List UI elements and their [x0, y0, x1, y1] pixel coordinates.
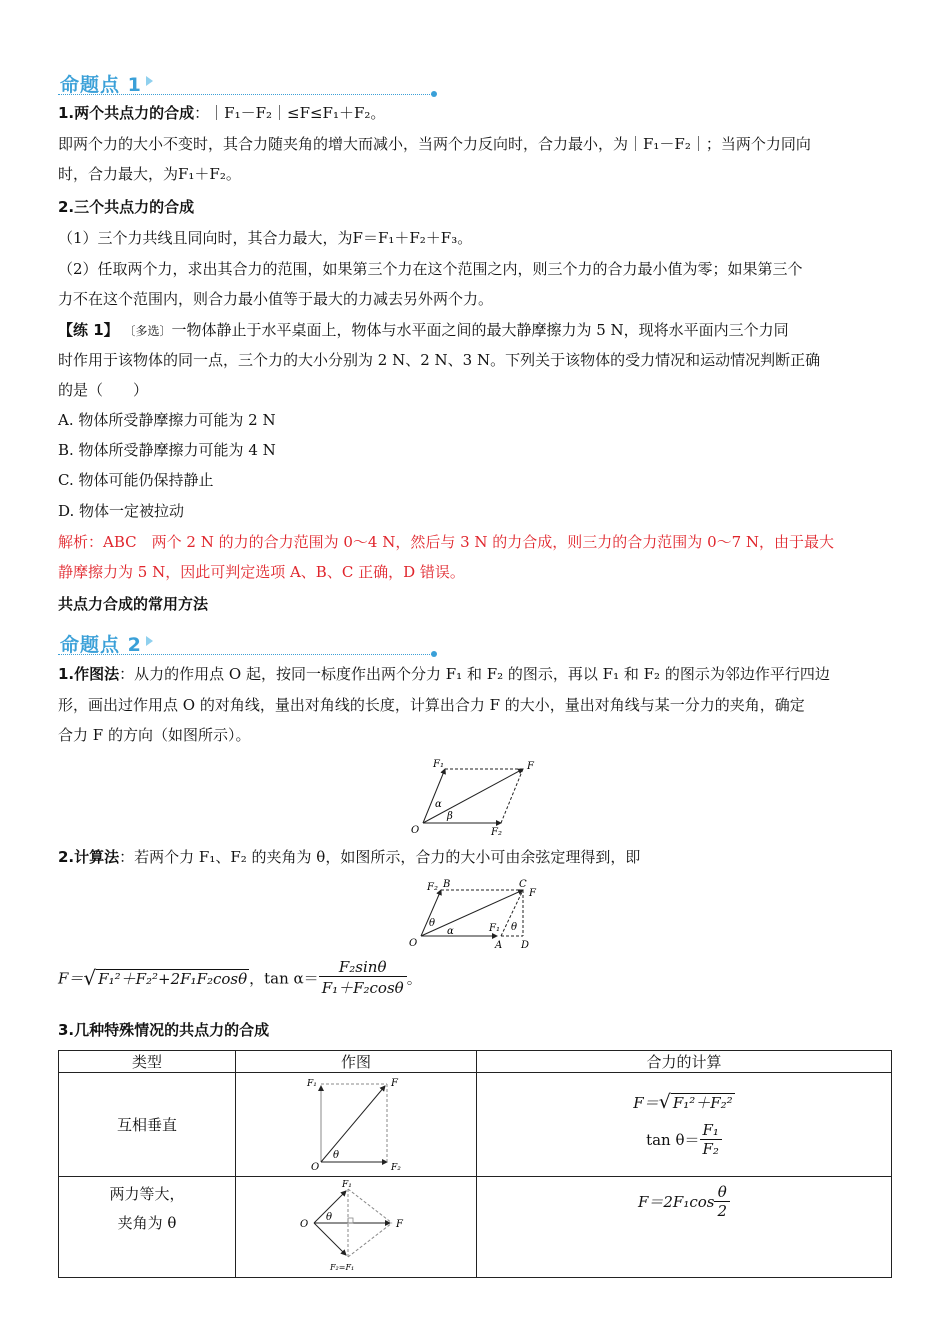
answer-line1: 解析：ABC 两个 2 N 的力的合力范围为 0～4 N，然后与 3 N 的力合成，则三力的合力范围为 0～7 N，由于最大: [58, 533, 835, 551]
perpendicular-diagram: [301, 1074, 411, 1172]
item-number: 2.: [58, 848, 75, 866]
exercise-line2: 时作用于该物体的同一点，三个力的大小分别为 2 N、2 N、3 N。下列关于该物体的受力情况和运动情况判断正确: [58, 351, 821, 369]
label-f1: F₁: [307, 1078, 317, 1089]
label-f: F: [391, 1077, 398, 1089]
equal-forces-diagram: [296, 1177, 416, 1273]
parallelogram-diagram: [405, 755, 545, 840]
item-title: 作图法: [74, 665, 120, 683]
formula-tan: ，tan α＝: [249, 969, 319, 988]
table-row: [59, 1073, 892, 1177]
label-f2: F₂: [391, 1162, 401, 1172]
row2-type: [59, 1177, 236, 1278]
section-header-1: [58, 70, 438, 96]
label-theta: θ: [333, 1149, 340, 1161]
item2-p2-line1: （2）任取两个力，求出其合力的范围，如果第三个力在这个范围之内，则三个力的合力最小值为零；如果第三个: [58, 260, 803, 278]
option-d: D. 物体一定被拉动: [58, 502, 185, 520]
exercise-label: 【练 1】: [58, 321, 119, 339]
fraction-numerator: θ: [714, 1183, 730, 1202]
label-f2: F₂: [427, 882, 438, 893]
item1-text-line2: 时，合力最大，为F₁＋F₂。: [58, 165, 241, 183]
item-title: 计算法: [74, 848, 120, 866]
row1-formula-f: [477, 1091, 891, 1113]
formula-sqrt: F₁²＋F₂²+2F₁F₂cosθ: [98, 969, 248, 988]
label-c: C: [519, 879, 527, 890]
item2-p1: （1）三个力共线且同向时，其合力最大，为F＝F₁＋F₂＋F₃。: [58, 229, 473, 247]
item-title: 三个共点力的合成: [74, 198, 195, 216]
fraction-denominator: F₂: [702, 1140, 719, 1158]
exercise-tag: 〔多选〕: [123, 324, 172, 338]
header-rule: [58, 94, 434, 95]
fraction-numerator: F₂sinθ: [319, 958, 407, 977]
table-header-row: [59, 1051, 892, 1073]
label-f1: F₁: [342, 1180, 352, 1190]
calculation-diagram: [405, 876, 545, 954]
label-f: F: [527, 761, 534, 772]
method1-line1: [58, 664, 894, 684]
sqrt-icon: √: [83, 966, 97, 990]
formula-fraction: [714, 1183, 730, 1220]
row2-diagram: [236, 1177, 477, 1278]
item2-heading: [58, 197, 894, 217]
answer-line2: 静摩擦力为 5 N，因此可判定选项 A、B、C 正确，D 错误。: [58, 563, 465, 581]
label-f2-eq-f1: F₂=F₁: [330, 1263, 355, 1272]
method3-heading: [58, 1020, 894, 1040]
label-beta: β: [447, 811, 453, 822]
label-f1: F₁: [433, 759, 444, 770]
item1-text-line1: 即两个力的大小不变时，其合力随夹角的增大而减小，当两个力反向时，合力最小，为｜F₁－F₂｜；当两个力同向: [58, 135, 811, 153]
formula-f: F＝: [58, 969, 84, 988]
label-b: B: [443, 879, 451, 890]
label-f: F: [529, 888, 536, 899]
label-o: O: [409, 938, 418, 949]
row2-type-line1: 两力等大，: [109, 1185, 185, 1203]
method2-line1: [58, 847, 894, 867]
header-rule: [58, 654, 434, 655]
header-calculation: 合力的计算: [477, 1051, 892, 1073]
label-a: A: [495, 940, 503, 951]
row2-formula: [477, 1183, 891, 1220]
label-alpha: α: [435, 799, 442, 810]
label-f: F: [396, 1219, 403, 1230]
method1-line3: 合力 F 的方向（如图所示）。: [58, 726, 251, 744]
label-theta: θ: [429, 918, 436, 929]
label-o: O: [311, 1161, 320, 1172]
item-formula: ：｜F₁－F₂｜≤F≤F₁＋F₂。: [194, 104, 386, 122]
formula-fraction: [700, 1121, 722, 1158]
formula-f: F＝: [633, 1094, 659, 1112]
section-header-2: [58, 630, 438, 656]
formula-line: [58, 958, 422, 1002]
special-cases-table: [58, 1050, 892, 1278]
row1-diagram: [236, 1073, 477, 1177]
header-dot: [431, 91, 437, 97]
triangle-icon: [146, 76, 153, 86]
method-text: ：从力的作用点 O 起，按同一标度作出两个分力 F₁ 和 F₂ 的图示，再以 F₁ 和 F₂ 的图示为邻边作平行四边: [119, 665, 830, 683]
row2-type-line2: 夹角为 θ: [117, 1214, 177, 1232]
row1-type: 互相垂直: [59, 1073, 236, 1177]
item-title: 几种特殊情况的共点力的合成: [74, 1021, 270, 1039]
triangle-icon: [146, 636, 153, 646]
formula-tan: tan θ＝: [646, 1131, 700, 1149]
fraction-numerator: F₁: [700, 1121, 722, 1140]
label-o: O: [411, 825, 420, 836]
fraction-denominator: F₁＋F₂cosθ: [321, 979, 404, 997]
formula-text: F＝2F₁cos: [637, 1193, 715, 1211]
formula-end: 。: [406, 969, 422, 988]
header-diagram: 作图: [236, 1051, 477, 1073]
item-number: 3.: [58, 1021, 75, 1039]
item-number: 2.: [58, 198, 75, 216]
exercise-text: 一物体静止于水平桌面上，物体与水平面之间的最大静摩擦力为 5 N，现将水平面内三个力同: [171, 321, 789, 339]
item-number: 1.: [58, 665, 75, 683]
table-row: [59, 1177, 892, 1278]
option-c: C. 物体可能仍保持静止: [58, 471, 214, 489]
exercise-line1: [58, 320, 894, 341]
label-theta: θ: [326, 1212, 333, 1223]
method1-line2: 形，画出过作用点 O 的对角线，量出对角线的长度，计算出合力 F 的大小，量出对角线与某一分力的夹角，确定: [58, 696, 805, 714]
sqrt-icon: √: [658, 1091, 671, 1113]
option-b: B. 物体所受静摩擦力可能为 4 N: [58, 441, 276, 459]
item-number: 1.: [58, 104, 75, 122]
item2-p2-line2: 力不在这个范围内，则合力最小值等于最大的力减去另外两个力。: [58, 290, 494, 308]
section-header-label: 命题点 1: [60, 74, 142, 96]
label-alpha: α: [447, 926, 454, 937]
header-dot: [431, 651, 437, 657]
row1-formula-tan: [477, 1121, 891, 1158]
methods-title: 共点力合成的常用方法: [58, 595, 209, 613]
exercise-line3: 的是（ ）: [58, 381, 149, 399]
method-text: ：若两个力 F₁、F₂ 的夹角为 θ，如图所示，合力的大小可由余弦定理得到，即: [119, 848, 641, 866]
label-d: D: [521, 940, 530, 951]
item1-heading: [58, 103, 894, 123]
fraction-denominator: 2: [717, 1202, 728, 1220]
label-o: O: [300, 1219, 309, 1230]
label-f1: F₁: [489, 923, 500, 934]
header-type: 类型: [59, 1051, 236, 1073]
formula-fraction: [319, 958, 407, 998]
label-f2: F₂: [491, 827, 502, 838]
option-a: A. 物体所受静摩擦力可能为 2 N: [58, 411, 276, 429]
label-theta: θ: [511, 922, 518, 933]
item-title: 两个共点力的合成: [74, 104, 195, 122]
section-header-label: 命题点 2: [60, 634, 142, 656]
row1-calculation: [477, 1073, 892, 1177]
formula-sqrt: F₁²＋F₂²: [672, 1094, 733, 1112]
row2-calculation: [477, 1177, 892, 1278]
